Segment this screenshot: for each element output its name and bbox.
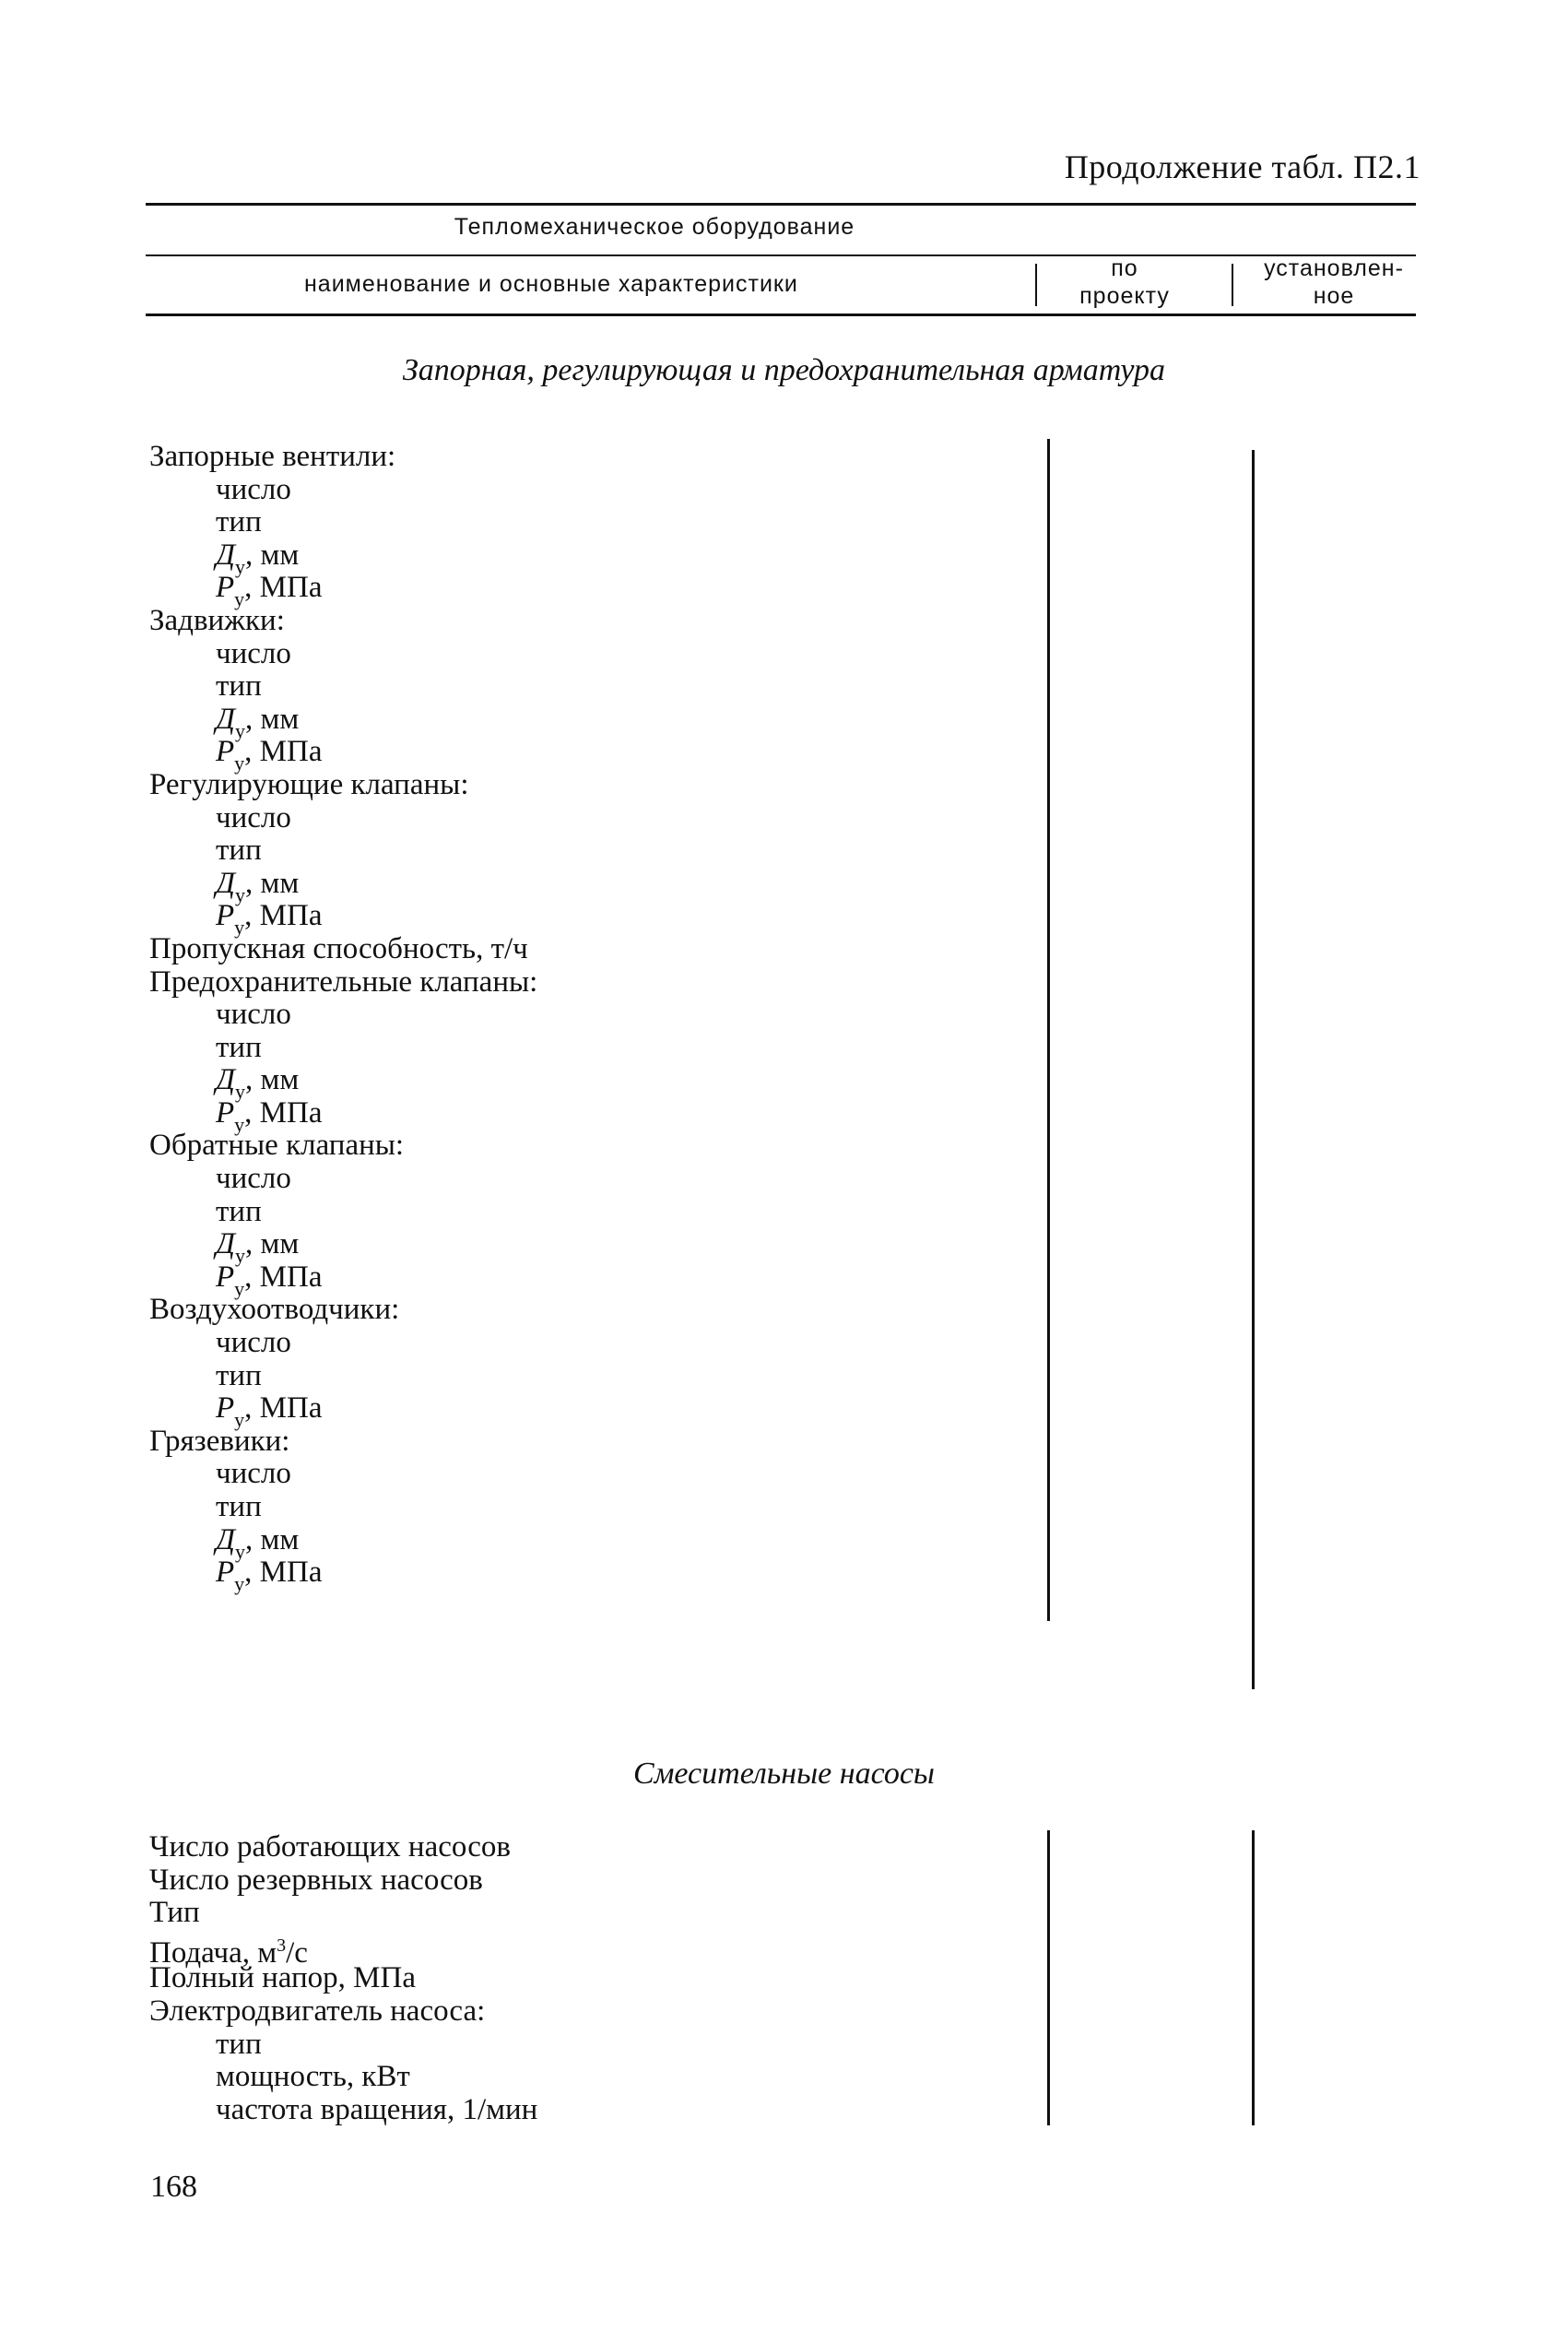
list-item-text: число bbox=[216, 800, 291, 834]
column-header-name: наименование и основные характеристики bbox=[304, 271, 798, 297]
column-rule-project bbox=[1047, 439, 1050, 1621]
list-item-text: P bbox=[216, 899, 235, 933]
list-item bbox=[149, 802, 537, 835]
list-item-text: Д bbox=[216, 702, 235, 736]
mixing-pumps-list bbox=[149, 1831, 537, 2126]
list-item bbox=[149, 2029, 537, 2062]
list-item bbox=[149, 538, 537, 578]
list-item-unit: , МПа bbox=[244, 1260, 323, 1294]
header-column-separator bbox=[1232, 264, 1233, 306]
list-item-text: Д bbox=[216, 1522, 235, 1556]
list-item-text: тип bbox=[216, 2027, 262, 2061]
list-item-text: P bbox=[216, 571, 235, 605]
list-item bbox=[149, 933, 537, 966]
list-item-unit: , мм bbox=[245, 1227, 300, 1261]
list-item-text: Тип bbox=[149, 1896, 200, 1930]
header-column-separator bbox=[1035, 264, 1037, 306]
list-item-unit: , мм bbox=[245, 1063, 300, 1097]
list-item bbox=[149, 1391, 537, 1432]
list-item bbox=[149, 1995, 537, 2029]
list-item-text: число bbox=[216, 472, 291, 506]
list-item bbox=[149, 1491, 537, 1524]
list-item-text: P bbox=[216, 735, 235, 769]
column-rule-installed bbox=[1252, 1830, 1255, 2125]
list-item-subscript: у bbox=[235, 554, 245, 578]
list-item-text: Число резервных насосов bbox=[149, 1863, 483, 1897]
list-item bbox=[149, 1962, 537, 1995]
list-item-subscript: у bbox=[234, 1408, 245, 1432]
list-item-subscript: у bbox=[235, 882, 245, 906]
section-title-mixing-pumps: Смесительные насосы bbox=[633, 1757, 935, 1791]
list-item bbox=[149, 769, 537, 802]
list-item bbox=[149, 506, 537, 539]
list-item bbox=[149, 702, 537, 742]
list-item bbox=[149, 1032, 537, 1065]
list-item bbox=[149, 1294, 537, 1327]
list-item-unit: , мм bbox=[245, 866, 300, 900]
list-item-text: тип bbox=[216, 1194, 262, 1228]
column-header-installed-line1: установлен- bbox=[1264, 255, 1404, 281]
list-item-text: Д bbox=[216, 538, 235, 572]
list-item-text: тип bbox=[216, 1490, 262, 1523]
list-item-text: число bbox=[216, 1457, 291, 1491]
list-item-text: P bbox=[216, 1095, 235, 1130]
list-item-text: Д bbox=[216, 1063, 235, 1097]
list-item-text: частота вращения, 1/мин bbox=[216, 2092, 538, 2126]
list-item-superscript: 3 bbox=[277, 1935, 287, 1956]
list-item-subscript: у bbox=[235, 1244, 245, 1268]
list-item-text: Д bbox=[216, 1227, 235, 1261]
list-item-unit: , МПа bbox=[244, 571, 323, 605]
list-item bbox=[149, 1864, 537, 1898]
list-item-text: число bbox=[216, 1162, 291, 1196]
list-item bbox=[149, 638, 537, 671]
list-item-text: Число работающих насосов bbox=[149, 1830, 511, 1864]
list-item bbox=[149, 999, 537, 1032]
list-item bbox=[149, 1063, 537, 1104]
list-item-unit: , МПа bbox=[244, 1391, 323, 1426]
list-item-unit: , МПа bbox=[244, 1556, 323, 1590]
list-item-text: мощность, кВт bbox=[216, 2060, 410, 2094]
list-item-subscript: у bbox=[234, 1572, 245, 1596]
list-item-text: тип bbox=[216, 1030, 262, 1064]
header-middle-rule bbox=[146, 254, 1416, 256]
list-item-text: Д bbox=[216, 866, 235, 900]
list-item-text: число bbox=[216, 636, 291, 670]
list-item-text: тип bbox=[216, 834, 262, 868]
list-item bbox=[149, 1831, 537, 1864]
list-item bbox=[149, 1327, 537, 1360]
list-item bbox=[149, 2061, 537, 2094]
list-item-text: тип bbox=[216, 505, 262, 539]
list-item-subscript: у bbox=[235, 718, 245, 742]
list-item bbox=[149, 2094, 537, 2127]
column-header-project-line1: по bbox=[1111, 255, 1138, 281]
list-item bbox=[149, 834, 537, 868]
column-header-project-line2: проекту bbox=[1079, 283, 1170, 309]
list-item-unit: , МПа bbox=[244, 735, 323, 769]
list-item bbox=[149, 1095, 537, 1136]
list-item bbox=[149, 670, 537, 704]
list-item bbox=[149, 1897, 537, 1930]
list-item-text: Пропускная способность, т/ч bbox=[149, 931, 528, 965]
column-header-installed-line2: ное bbox=[1313, 283, 1355, 309]
equipment-group-title: Тепломеханическое оборудование bbox=[454, 214, 855, 240]
header-bottom-rule bbox=[146, 314, 1416, 316]
list-item-text: Задвижки: bbox=[149, 603, 285, 637]
list-item-unit: , мм bbox=[245, 702, 300, 736]
header-top-rule bbox=[146, 203, 1416, 206]
list-item bbox=[149, 735, 537, 775]
list-item-text: Предохранительные клапаны: bbox=[149, 964, 538, 999]
list-item-subscript: у bbox=[235, 1080, 245, 1104]
list-item-text: число bbox=[216, 1326, 291, 1360]
list-item-text: P bbox=[216, 1391, 235, 1426]
list-item bbox=[149, 866, 537, 906]
column-header-project bbox=[1069, 254, 1180, 310]
list-item bbox=[149, 1163, 537, 1196]
column-rule-installed bbox=[1252, 450, 1255, 1689]
list-item-text: Грязевики: bbox=[149, 1424, 290, 1458]
list-item bbox=[149, 441, 537, 474]
column-rule-project bbox=[1047, 1830, 1050, 2125]
list-item-unit: , МПа bbox=[244, 1095, 323, 1130]
page-number: 168 bbox=[150, 2170, 197, 2204]
list-item-text: Запорные вентили: bbox=[149, 440, 396, 473]
list-item-text: P bbox=[216, 1556, 235, 1590]
list-item-text: Воздухоотводчики: bbox=[149, 1293, 400, 1327]
list-item-text: Электродвигатель насоса: bbox=[149, 1994, 486, 2028]
list-item bbox=[149, 1556, 537, 1596]
list-item bbox=[149, 1130, 537, 1163]
list-item-unit: /с bbox=[286, 1935, 308, 1970]
list-item-unit: , мм bbox=[245, 538, 300, 572]
column-header-installed bbox=[1246, 254, 1421, 310]
list-item-subscript: у bbox=[234, 587, 245, 611]
list-item-text: число bbox=[216, 998, 291, 1032]
table-continuation-caption: Продолжение табл. П2.1 bbox=[1064, 148, 1421, 185]
list-item bbox=[149, 571, 537, 611]
list-item bbox=[149, 1930, 537, 1970]
list-item-text: тип bbox=[216, 669, 262, 704]
list-item-subscript: у bbox=[234, 1112, 245, 1136]
list-item-unit: , МПа bbox=[244, 899, 323, 933]
list-item bbox=[149, 1196, 537, 1229]
list-item-text: Регулирующие клапаны: bbox=[149, 767, 469, 801]
list-item-text: P bbox=[216, 1260, 235, 1294]
section-title-fittings: Запорная, регулирующая и предохранительная арматура bbox=[402, 353, 1166, 387]
list-item bbox=[149, 1260, 537, 1300]
list-item bbox=[149, 899, 537, 940]
list-item-subscript: у bbox=[234, 1276, 245, 1300]
list-item-text: Полный напор, МПа bbox=[149, 1961, 416, 1995]
fittings-list bbox=[149, 440, 538, 1596]
list-item bbox=[149, 1360, 537, 1393]
list-item bbox=[149, 1227, 537, 1268]
list-item bbox=[149, 966, 537, 1000]
list-item-subscript: у bbox=[235, 1539, 245, 1563]
list-item bbox=[149, 1522, 537, 1563]
list-item-unit: , мм bbox=[245, 1522, 300, 1556]
list-item-subscript: у bbox=[234, 751, 245, 775]
list-item-text: Подача, м bbox=[149, 1935, 277, 1970]
list-item bbox=[149, 1426, 537, 1459]
list-item-subscript: у bbox=[234, 916, 245, 940]
list-item-text: Обратные клапаны: bbox=[149, 1129, 405, 1163]
list-item-text: тип bbox=[216, 1358, 262, 1392]
list-item bbox=[149, 605, 537, 638]
list-item bbox=[149, 474, 537, 507]
list-item bbox=[149, 1458, 537, 1491]
